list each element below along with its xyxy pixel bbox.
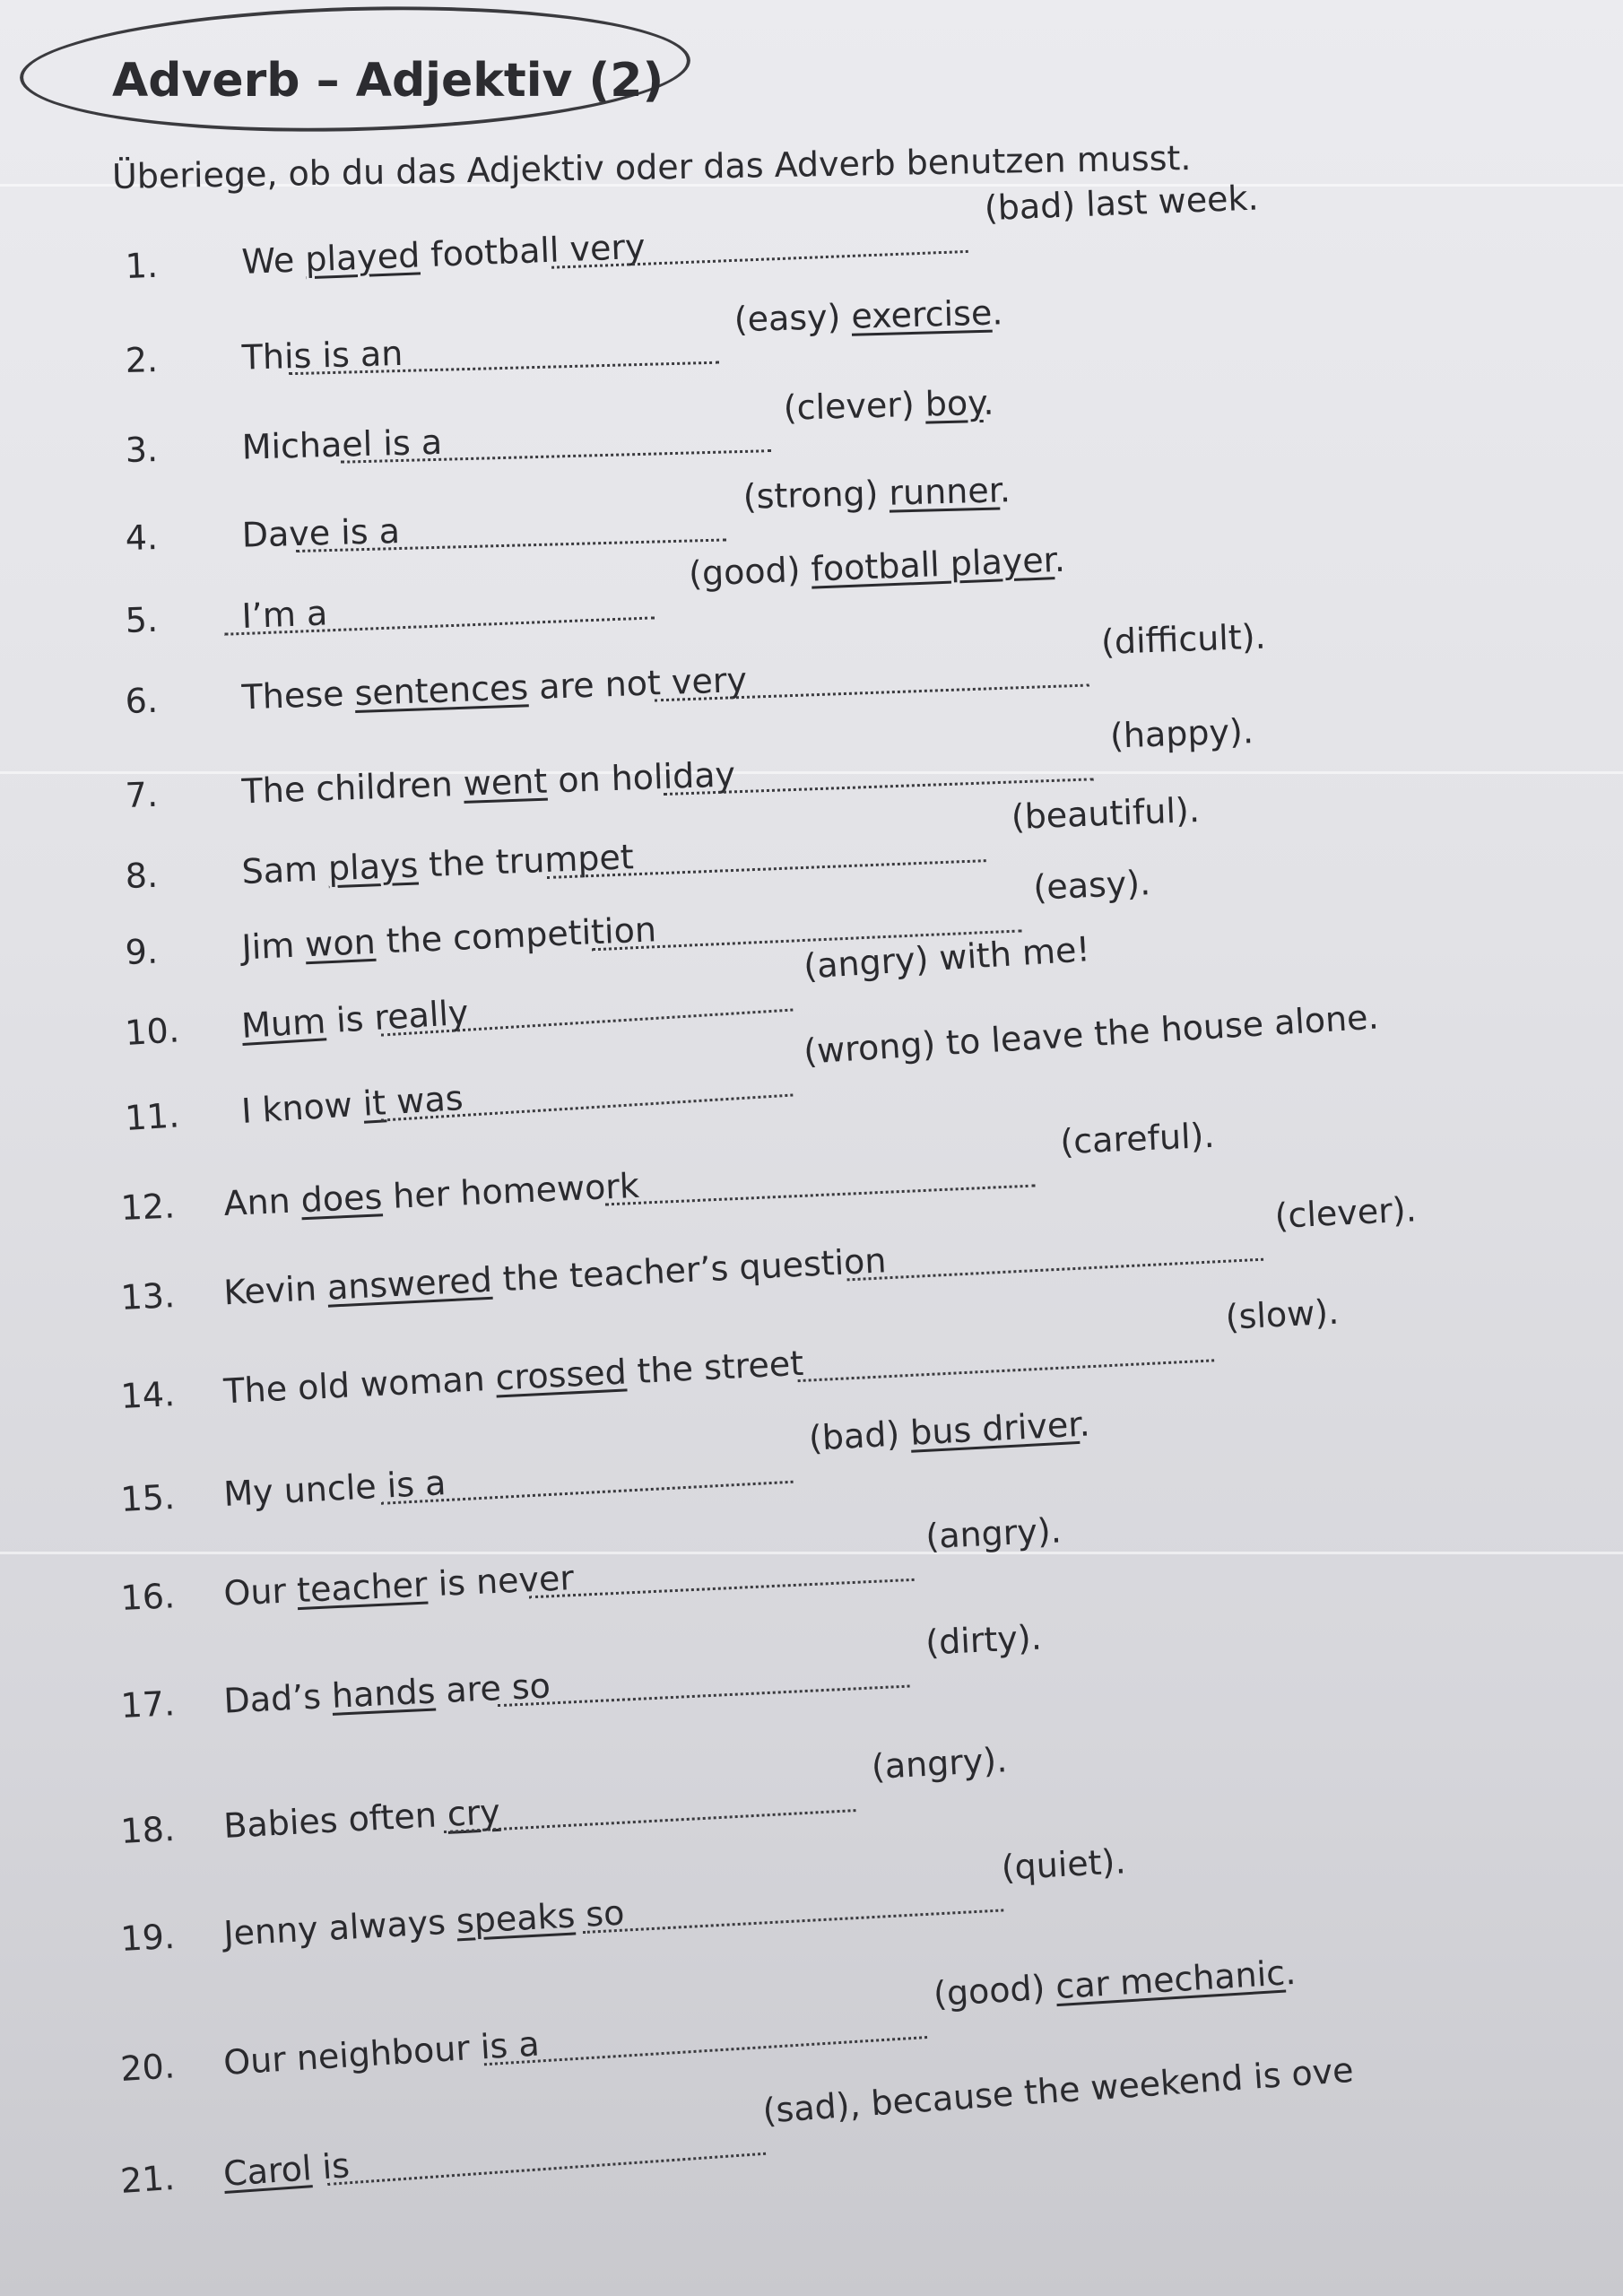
- answer-blank[interactable]: [484, 2036, 927, 2066]
- underlined-word: went: [463, 761, 548, 804]
- hint-text: (happy).: [1109, 711, 1254, 756]
- prompt-text: My uncle is a: [222, 1463, 447, 1514]
- item-number: 10.: [124, 1010, 181, 1053]
- item-hint: [1225, 1292, 1340, 1337]
- item-number: 13.: [119, 1275, 177, 1318]
- prompt-text: I know: [239, 1083, 365, 1132]
- prompt-text: is: [309, 2145, 352, 2188]
- item-number: 17.: [119, 1683, 177, 1726]
- underlined-word: does: [299, 1177, 384, 1221]
- prompt-text: Dad’s: [222, 1675, 334, 1721]
- item-hint: [733, 292, 1003, 339]
- hint-text: (quiet).: [1000, 1841, 1127, 1888]
- item-number: 6.: [124, 680, 159, 721]
- prompt-text: are not very: [527, 659, 748, 708]
- exercise-item-15: [119, 1402, 1609, 1534]
- hint-text: (good): [932, 1967, 1057, 2014]
- item-prompt: [241, 837, 635, 891]
- hint-text: .: [1283, 1952, 1298, 1993]
- item-number: 4.: [125, 517, 159, 558]
- item-prompt: [222, 1463, 447, 1514]
- underlined-word: bus driver: [909, 1404, 1081, 1453]
- hint-text: (clever).: [1273, 1189, 1418, 1237]
- item-hint: [924, 1510, 1062, 1556]
- prompt-text: Jim: [240, 925, 307, 968]
- hint-text: (angry) with me!: [803, 929, 1091, 987]
- hint-text: (easy): [733, 296, 853, 340]
- prompt-text: the teacher’s question: [490, 1240, 888, 1300]
- exercise-item-2: [125, 292, 1614, 395]
- item-prompt: [222, 2145, 352, 2194]
- prompt-text: Our: [222, 1570, 299, 1613]
- item-number: 11.: [124, 1095, 181, 1138]
- item-hint: [871, 1740, 1008, 1787]
- exercise-item-16: [120, 1511, 1610, 1632]
- item-number: 9.: [124, 931, 159, 972]
- item-hint: [742, 470, 1011, 517]
- exercise-item-19: [119, 1841, 1609, 1973]
- prompt-text: on holiday: [546, 754, 736, 801]
- item-number: 1.: [124, 245, 159, 286]
- item-number: 14.: [119, 1374, 177, 1416]
- answer-blank[interactable]: [498, 1685, 910, 1708]
- prompt-text: Kevin: [222, 1267, 329, 1313]
- prompt-text: her homework: [381, 1165, 640, 1217]
- underlined-word: car mechanic: [1054, 1952, 1287, 2007]
- underlined-word: sentences: [353, 667, 529, 714]
- hint-text: (slow).: [1224, 1292, 1341, 1337]
- item-hint: [1059, 1116, 1215, 1161]
- prompt-text: Our neighbour is a: [221, 2023, 541, 2083]
- item-number: 18.: [119, 1808, 177, 1851]
- hint-text: .: [991, 292, 1003, 333]
- hint-text: (good): [688, 549, 812, 594]
- exercise-item-3: [125, 382, 1614, 484]
- prompt-text: Jenny always: [222, 1901, 458, 1953]
- item-hint: [783, 383, 994, 428]
- underlined-word: plays: [327, 845, 420, 889]
- item-hint: [1109, 711, 1254, 756]
- item-hint: [1033, 863, 1151, 908]
- answer-blank[interactable]: [798, 1359, 1215, 1382]
- underlined-word: played: [304, 235, 421, 280]
- hint-text: .: [982, 382, 994, 422]
- item-hint: [808, 1404, 1091, 1457]
- item-prompt: [241, 660, 748, 718]
- hint-text: (difficult).: [1100, 616, 1267, 662]
- instruction-text: Überiege, ob du das Adjektiv oder das Adverb benutzen musst.: [111, 137, 1192, 196]
- hint-text: (strong): [742, 473, 890, 517]
- hint-text: (careful).: [1059, 1115, 1216, 1162]
- hint-text: .: [1053, 539, 1066, 580]
- underlined-word: crossed: [494, 1352, 628, 1398]
- item-number: 15.: [119, 1476, 177, 1519]
- prompt-text: is never: [426, 1558, 575, 1605]
- item-prompt: [222, 1344, 804, 1412]
- item-prompt: [240, 1078, 464, 1131]
- underlined-word: runner: [888, 470, 1001, 513]
- answer-blank[interactable]: [605, 1184, 1036, 1205]
- item-number: 5.: [124, 599, 159, 640]
- hint-text: (angry).: [870, 1740, 1009, 1787]
- item-prompt: [222, 1893, 625, 1953]
- underlined-word: it: [361, 1083, 387, 1124]
- prompt-text: so: [574, 1892, 626, 1935]
- item-prompt: [241, 227, 647, 282]
- item-prompt: [223, 1166, 640, 1223]
- hint-text: (bad): [807, 1413, 912, 1458]
- underlined-word: teacher: [296, 1564, 429, 1611]
- answer-blank[interactable]: [327, 2152, 766, 2186]
- underlined-word: cry: [446, 1791, 501, 1834]
- item-prompt: [222, 1665, 551, 1720]
- answer-blank[interactable]: [444, 1809, 856, 1833]
- item-prompt: [222, 1240, 887, 1312]
- hint-text: (sad), because the weekend is ove: [761, 2049, 1355, 2131]
- item-hint: [1100, 617, 1266, 662]
- hint-text: .: [1078, 1404, 1091, 1444]
- item-prompt: [240, 993, 470, 1046]
- hint-text: (wrong) to leave the house alone.: [803, 996, 1380, 1072]
- hint-text: (easy).: [1032, 863, 1151, 908]
- prompt-text: I’m a: [240, 593, 329, 636]
- item-prompt: [222, 2023, 541, 2082]
- prompt-text: Sam: [240, 848, 329, 891]
- item-hint: [933, 1952, 1298, 2014]
- underlined-word: boy: [924, 382, 984, 424]
- prompt-text: These: [240, 674, 356, 718]
- prompt-text: is really: [324, 992, 470, 1041]
- underlined-word: speaks: [455, 1895, 577, 1942]
- prompt-text: We: [240, 239, 307, 282]
- item-number: 3.: [125, 430, 159, 470]
- item-hint: [1274, 1189, 1418, 1236]
- prompt-text: Babies often: [222, 1794, 448, 1846]
- item-number: 8.: [124, 855, 159, 896]
- underlined-word: Carol: [221, 2148, 313, 2194]
- prompt-text: was: [384, 1078, 464, 1123]
- answer-blank[interactable]: [847, 1258, 1264, 1282]
- item-number: 19.: [119, 1916, 177, 1959]
- prompt-text: Michael is a: [241, 422, 443, 467]
- prompt-text: the street: [625, 1343, 805, 1392]
- item-number: 21.: [118, 2157, 177, 2201]
- item-prompt: [222, 1792, 501, 1846]
- item-hint: [1011, 790, 1201, 837]
- prompt-text: This is an: [241, 333, 404, 378]
- item-number: 7.: [124, 774, 159, 815]
- prompt-text: Dave is a: [241, 510, 401, 555]
- hint-text: (clever): [783, 384, 926, 428]
- item-hint: [761, 2050, 1355, 2131]
- exercise-item-1: [124, 178, 1614, 300]
- worksheet-title: Adverb – Adjektiv (2): [112, 54, 664, 108]
- underlined-word: hands: [330, 1671, 437, 1716]
- item-number: 16.: [119, 1576, 177, 1618]
- item-hint: [1001, 1841, 1127, 1887]
- underlined-word: answered: [325, 1259, 493, 1308]
- item-hint: [924, 1618, 1042, 1663]
- hint-text: (beautiful).: [1011, 789, 1201, 838]
- hint-text: (angry).: [924, 1510, 1063, 1557]
- hint-text: (bad) last week.: [984, 178, 1260, 229]
- hint-text: .: [999, 470, 1011, 510]
- hint-text: (dirty).: [924, 1617, 1043, 1663]
- prompt-text: the trumpet: [417, 837, 635, 885]
- item-number: 12.: [119, 1186, 176, 1228]
- underlined-word: Mum: [239, 1001, 327, 1047]
- item-prompt: [223, 1558, 575, 1613]
- prompt-text: Ann: [222, 1180, 302, 1223]
- prompt-text: are so: [434, 1665, 551, 1711]
- underlined-word: won: [304, 921, 377, 965]
- prompt-text: football very: [419, 226, 647, 275]
- underlined-word: football player: [810, 540, 1055, 589]
- item-number: 20.: [119, 2046, 177, 2089]
- exercise-item-17: [120, 1616, 1610, 1740]
- prompt-text: The children: [240, 763, 464, 812]
- item-prompt: [241, 754, 736, 811]
- answer-blank[interactable]: [583, 1909, 1004, 1934]
- prompt-text: the competition: [374, 909, 657, 961]
- exercise-item-18: [119, 1734, 1609, 1866]
- answer-blank[interactable]: [529, 1578, 915, 1599]
- item-number: 2.: [125, 340, 159, 380]
- prompt-text: The old woman: [222, 1358, 497, 1412]
- underlined-word: exercise: [850, 292, 993, 336]
- item-prompt: [241, 909, 657, 967]
